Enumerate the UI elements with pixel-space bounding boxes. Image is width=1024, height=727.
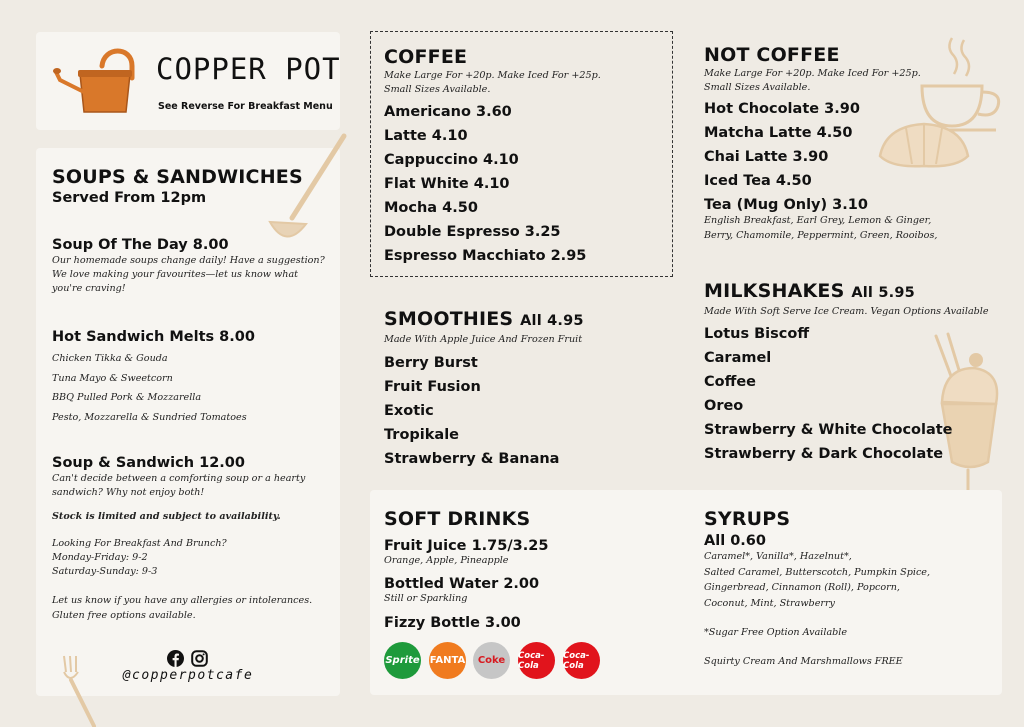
allergy-info: [52, 593, 327, 623]
list-item: Coffee: [704, 374, 757, 390]
list-item: Strawberry & Dark Chocolate: [704, 446, 944, 462]
milkshakes-title-text: MILKSHAKES: [704, 280, 845, 302]
fork-sketch-icon: [56, 654, 106, 727]
combo-name: Soup & Sandwich 12.00: [52, 455, 245, 471]
smoothies-title: [384, 308, 584, 332]
soft-drinks-title: SOFT DRINKS: [384, 508, 531, 530]
milkshakes-section: [704, 280, 989, 466]
sugar-free-note: *Sugar Free Option Available: [704, 627, 848, 638]
soup-day-desc: [52, 254, 327, 296]
list-item: Cappuccino 4.10: [384, 152, 519, 168]
watering-can-icon: [52, 44, 136, 116]
list-item: Fruit Fusion: [384, 379, 481, 395]
soup-day-desc-line: Our homemade soups change daily! Have a suggestion?: [52, 255, 325, 266]
soup-day-section: [52, 233, 327, 296]
instagram-icon[interactable]: [191, 650, 208, 667]
tea-note: [704, 213, 937, 243]
sprite-logo: Sprite: [384, 642, 421, 679]
list-item: Oreo: [704, 398, 744, 414]
facebook-icon[interactable]: [167, 650, 184, 667]
list-item: Tropikale: [384, 427, 459, 443]
water-note: Still or Sparkling: [384, 593, 468, 604]
melt-option: Tuna Mayo & Sweetcorn: [52, 372, 173, 384]
syrup-flavour-line: Salted Caramel, Butterscotch, Pumpkin Spice,: [704, 566, 931, 578]
coffee-list: [384, 100, 601, 268]
soup-day-name: Soup Of The Day 8.00: [52, 237, 229, 253]
coffee-note-line: Make Large For +20p. Make Iced For +25p.: [384, 70, 601, 81]
syrups-price: All 0.60: [704, 533, 766, 549]
list-item: Latte 4.10: [384, 128, 468, 144]
list-item: Matcha Latte 4.50: [704, 125, 853, 141]
syrup-flavour-line: Caramel*, Vanilla*, Hazelnut*,: [704, 551, 852, 562]
tea-note-line: English Breakfast, Earl Grey, Lemon & Ginger,: [704, 215, 932, 226]
social-handle[interactable]: @copperpotcafe: [122, 668, 254, 683]
list-item: Lotus Biscoff: [704, 326, 810, 342]
syrups-section: [704, 508, 930, 669]
not-coffee-list: [704, 97, 937, 217]
smoothies-note: Made With Apple Juice And Frozen Fruit: [384, 334, 583, 345]
list-item: Espresso Macchiato 2.95: [384, 248, 587, 264]
milkshakes-note: Made With Soft Serve Ice Cream. Vegan Options Available: [704, 306, 989, 317]
list-item: Flat White 4.10: [384, 176, 510, 192]
soft-drinks-section: [384, 508, 548, 635]
list-item: Exotic: [384, 403, 434, 419]
syrup-flavour-line: Coconut, Mint, Strawberry: [704, 597, 835, 609]
melts-section: [52, 325, 327, 427]
combo-desc-line: Can't decide between a comforting soup or a hearty: [52, 473, 306, 484]
soup-day-desc-line: you're craving!: [52, 283, 126, 294]
fanta-logo: FANTA: [429, 642, 466, 679]
list-item: Caramel: [704, 350, 772, 366]
not-coffee-note-line: Make Large For +20p. Make Iced For +25p.: [704, 68, 921, 79]
list-item: Tea (Mug Only) 3.10: [704, 197, 868, 213]
melt-option: Pesto, Mozzarella & Sundried Tomatoes: [52, 411, 247, 423]
brand-tagline: See Reverse For Breakfast Menu: [158, 101, 333, 112]
hours-line: Monday-Friday: 9-2: [52, 552, 148, 563]
combo-desc-line: sandwich? Why not enjoy both!: [52, 487, 205, 498]
syrup-flavour-line: Gingerbread, Cinnamon (Roll), Popcorn,: [704, 582, 900, 593]
list-item: Strawberry & Banana: [384, 451, 560, 467]
brand-name: COPPER POT: [156, 52, 341, 86]
list-item: Hot Chocolate 3.90: [704, 101, 860, 117]
melts-options: [52, 349, 327, 427]
soups-title: SOUPS & SANDWICHES: [52, 166, 303, 188]
juice-name: Fruit Juice 1.75/3.25: [384, 538, 549, 554]
coca-cola-zero-logo: Coca-Cola: [563, 642, 600, 679]
soups-subtitle: Served From 12pm: [52, 190, 207, 206]
melt-option: Chicken Tikka & Gouda: [52, 353, 168, 364]
list-item: Americano 3.60: [384, 104, 512, 120]
smoothies-title-text: SMOOTHIES: [384, 308, 514, 330]
combo-section: [52, 451, 327, 623]
coke-logo: Coke: [473, 642, 510, 679]
melt-option: BBQ Pulled Pork & Mozzarella: [52, 392, 202, 403]
smoothies-price: All 4.95: [520, 313, 584, 329]
combo-desc: [52, 472, 327, 500]
hours-line: Saturday-Sunday: 9-3: [52, 566, 158, 577]
soups-header: [52, 166, 327, 206]
milkshakes-title: [704, 280, 989, 304]
water-name: Bottled Water 2.00: [384, 576, 540, 592]
free-extras-note: Squirty Cream And Marshmallows FREE: [704, 656, 903, 667]
coffee-section: [384, 46, 601, 268]
allergy-line: Let us know if you have any allergies or intolerances.: [52, 595, 313, 606]
syrups-title: SYRUPS: [704, 508, 791, 530]
list-item: Double Espresso 3.25: [384, 224, 561, 240]
hours-line: Looking For Breakfast And Brunch?: [52, 538, 227, 549]
soup-day-desc-line: We love making your favourites—let us know what: [52, 269, 299, 280]
milkshakes-list: [704, 322, 989, 466]
melts-name: Hot Sandwich Melts 8.00: [52, 329, 255, 345]
list-item: Chai Latte 3.90: [704, 149, 829, 165]
hours-info: [52, 537, 327, 579]
list-item: Mocha 4.50: [384, 200, 478, 216]
not-coffee-title: NOT COFFEE: [704, 44, 840, 66]
fizzy-name: Fizzy Bottle 3.00: [384, 615, 521, 631]
not-coffee-section: [704, 44, 937, 243]
milkshakes-price: All 5.95: [851, 285, 915, 301]
list-item: Strawberry & White Chocolate: [704, 422, 953, 438]
coffee-note: [384, 69, 601, 97]
not-coffee-note: [704, 67, 937, 95]
smoothies-list: [384, 351, 584, 471]
not-coffee-note-line: Small Sizes Available.: [704, 82, 811, 93]
smoothies-section: [384, 308, 584, 471]
coca-cola-logo: Coca-Cola: [518, 642, 555, 679]
stock-note: Stock is limited and subject to availability.: [52, 511, 281, 522]
juice-note: Orange, Apple, Pineapple: [384, 555, 509, 566]
list-item: Berry Burst: [384, 355, 478, 371]
coffee-note-line: Small Sizes Available.: [384, 84, 491, 95]
coffee-title: COFFEE: [384, 46, 468, 68]
tea-note-line: Berry, Chamomile, Peppermint, Green, Rooibos,: [704, 230, 938, 241]
list-item: Iced Tea 4.50: [704, 173, 812, 189]
syrups-flavours: [704, 549, 930, 611]
allergy-line: Gluten free options available.: [52, 610, 196, 621]
